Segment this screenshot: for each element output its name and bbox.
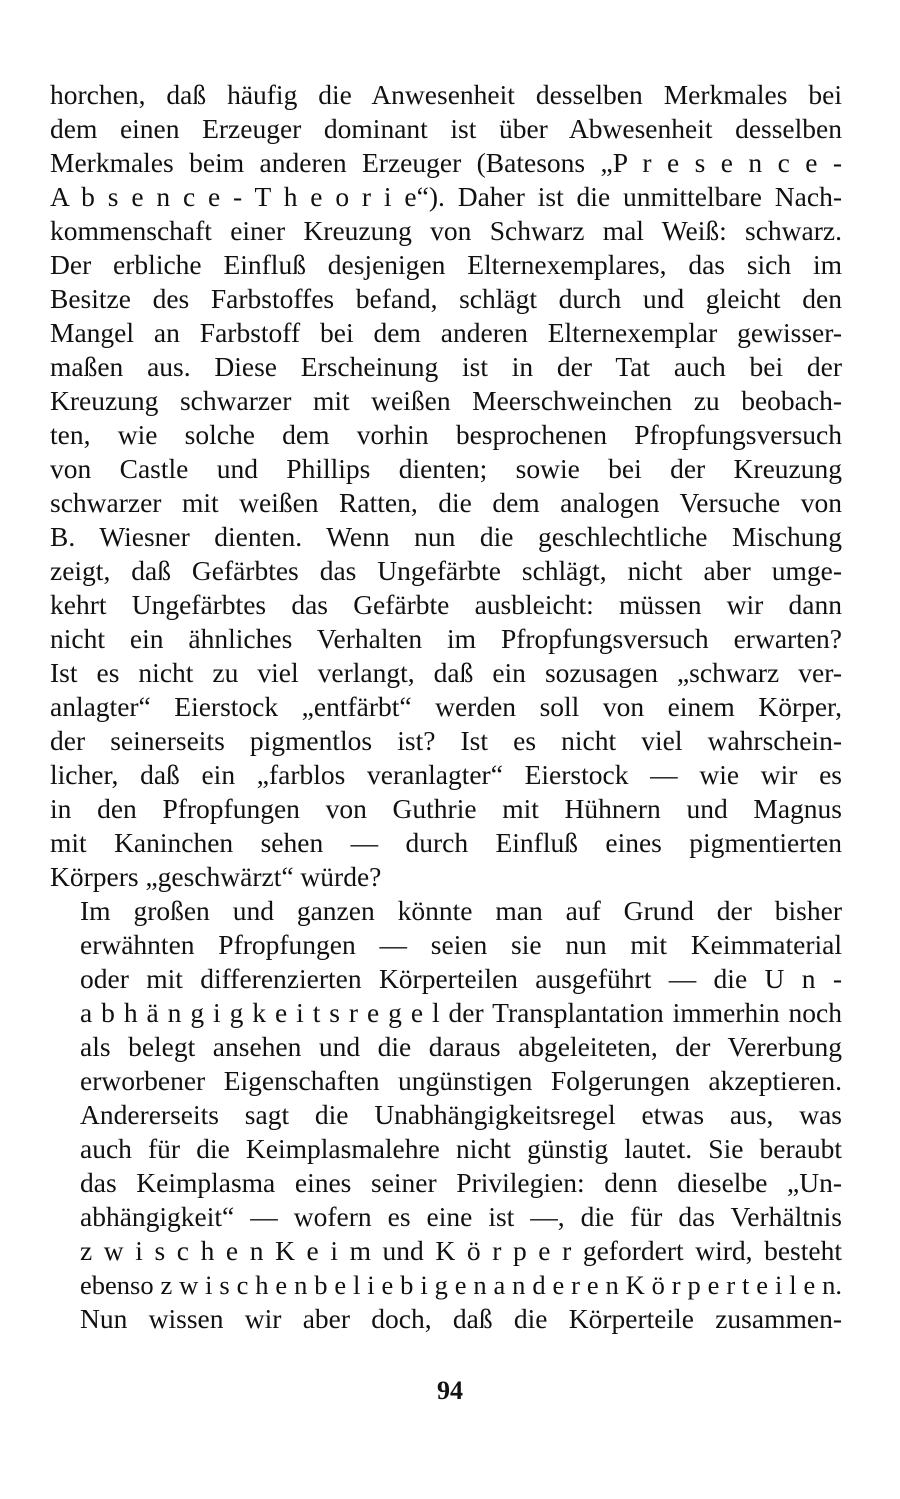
text-line: Im großen und ganzen könnte man auf Grund der bisher <box>80 895 842 926</box>
text-line: ten, wie solche dem vorhin besprochenen Pfropfungsversuch <box>50 419 842 450</box>
text-line: anlagter“ Eierstock „entfärbt“ werden soll von einem Körper, <box>50 691 842 722</box>
text-line: Andererseits sagt die Unabhängigkeitsregel etwas aus, was <box>80 1099 842 1130</box>
page-number: 94 <box>437 1376 463 1405</box>
text-line: B. Wiesner dienten. Wenn nun die geschlechtliche Mischung <box>50 521 842 552</box>
page-body <box>50 78 842 1336</box>
text-line: erworbener Eigenschaften ungünstigen Folgerungen akzeptieren. <box>80 1065 842 1096</box>
text-line: Besitze des Farbstoffes befand, schlägt durch und gleicht den <box>50 283 842 314</box>
text-line: Der erbliche Einfluß desjenigen Elternexemplares, das sich im <box>50 249 842 280</box>
text-line: der seinerseits pigmentlos ist? Ist es nicht viel wahrschein- <box>50 725 842 756</box>
paragraph-1 <box>50 78 842 894</box>
paragraph-3 <box>50 1098 842 1336</box>
text-line: oder mit differenzierten Körperteilen ausgeführt — die U n - <box>80 963 842 994</box>
text-line: dem einen Erzeuger dominant ist über Abwesenheit desselben <box>50 113 842 144</box>
text-line: licher, daß ein „farblos veranlagter“ Eierstock — wie wir es <box>50 759 842 790</box>
text-line: Merkmales beim anderen Erzeuger (Batesons „P r e s e n c e - <box>50 147 842 178</box>
text-line: auch für die Keimplasmalehre nicht günstig lautet. Sie beraubt <box>80 1133 842 1164</box>
text-line: a b h ä n g i g k e i t s r e g e l der Transplantation immerhin noch <box>80 997 842 1028</box>
text-line: horchen, daß häufig die Anwesenheit desselben Merkmales bei <box>50 79 842 110</box>
paragraph-2 <box>50 894 842 1098</box>
text-line: Körpers „geschwärzt“ würde? <box>50 861 382 892</box>
text-line: kehrt Ungefärbtes das Gefärbte ausbleicht: müssen wir dann <box>50 589 842 620</box>
text-line: abhängigkeit“ — wofern es eine ist —, die für das Verhältnis <box>80 1201 842 1232</box>
text-line: Mangel an Farbstoff bei dem anderen Elternexemplar gewisser- <box>50 317 842 348</box>
text-line: z w i s c h e n K e i m und K ö r p e r gefordert wird, besteht <box>80 1235 842 1266</box>
text-line: Nun wissen wir aber doch, daß die Körperteile zusammen- <box>80 1303 842 1334</box>
text-line: Ist es nicht zu viel verlangt, daß ein sozusagen „schwarz ver- <box>50 657 842 688</box>
text-line: als belegt ansehen und die daraus abgeleiteten, der Vererbung <box>80 1031 842 1062</box>
text-line: schwarzer mit weißen Ratten, die dem analogen Versuche von <box>50 487 842 518</box>
text-line: zeigt, daß Gefärbtes das Ungefärbte schlägt, nicht aber umge- <box>50 555 842 586</box>
text-line: nicht ein ähnliches Verhalten im Pfropfungsversuch erwarten? <box>50 623 842 654</box>
text-line: ebenso z w i s c h e n b e l i e b i g e n a n d e r e n K ö r p e r t e i l e n. <box>80 1270 842 1300</box>
text-line: maßen aus. Diese Erscheinung ist in der Tat auch bei der <box>50 351 842 382</box>
text-line: in den Pfropfungen von Guthrie mit Hühnern und Magnus <box>50 793 842 824</box>
text-line: mit Kaninchen sehen — durch Einfluß eines pigmentierten <box>50 827 842 858</box>
text-line: das Keimplasma eines seiner Privilegien: denn dieselbe „Un- <box>80 1167 842 1198</box>
text-line: kommenschaft einer Kreuzung von Schwarz mal Weiß: schwarz. <box>50 215 842 246</box>
text-line: Kreuzung schwarzer mit weißen Meerschweinchen zu beobach- <box>50 385 842 416</box>
text-line: A b s e n c e - T h e o r i e“). Daher ist die unmittelbare Nach- <box>50 181 842 212</box>
text-line: von Castle und Phillips dienten; sowie bei der Kreuzung <box>50 453 842 484</box>
text-line: erwähnten Pfropfungen — seien sie nun mit Keimmaterial <box>80 929 842 960</box>
